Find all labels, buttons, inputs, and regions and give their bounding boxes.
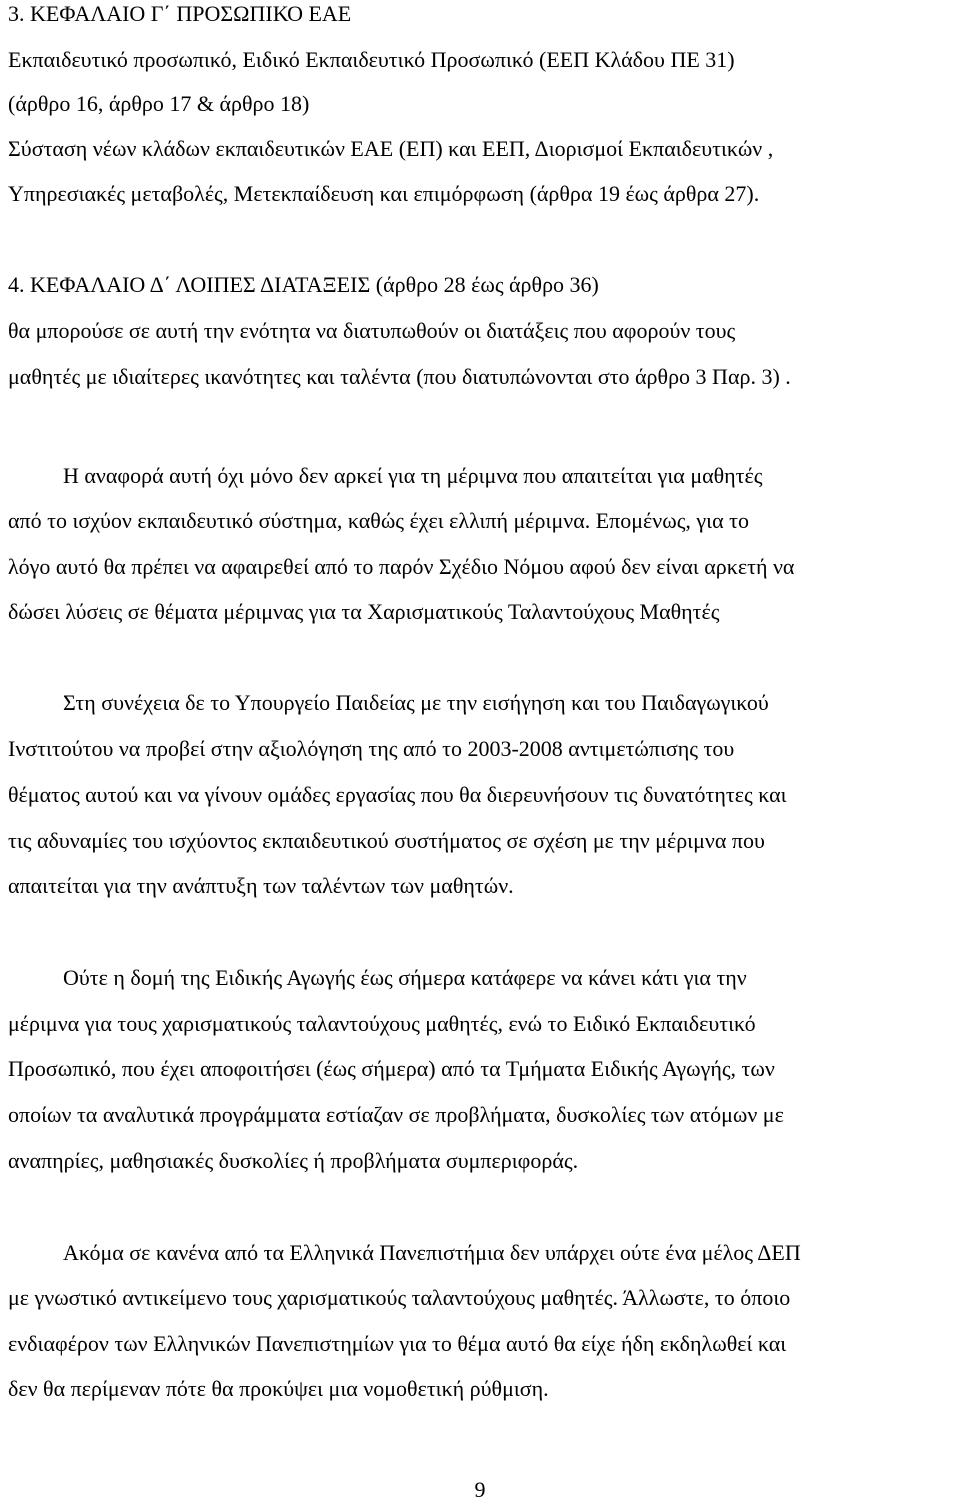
text-line: Ούτε η δομή της Ειδικής Αγωγής έως σήμερα κατάφερε να κάνει κάτι για την	[63, 965, 747, 990]
text-line: Στη συνέχεια δε το Υπουργείο Παιδείας με την εισήγηση και του Παιδαγωγικού	[63, 690, 769, 715]
text-line: τις αδυναμίες του ισχύοντος εκπαιδευτικού συστήματος σε σχέση με την μέριμνα που	[8, 828, 765, 853]
text-line: δώσει λύσεις σε θέματα μέριμνας για τα Χαρισματικούς Ταλαντούχους Μαθητές	[8, 599, 720, 624]
text-line: (άρθρο 16, άρθρο 17 & άρθρο 18)	[8, 91, 310, 116]
text-line: αναπηρίες, μαθησιακές δυσκολίες ή προβλήματα συμπεριφοράς.	[8, 1148, 579, 1173]
section-heading: 4. ΚΕΦΑΛΑΙΟ Δ΄ ΛΟΙΠΕΣ ΔΙΑΤΑΞΕΙΣ (άρθρο 28 έως άρθρο 36)	[8, 272, 599, 297]
text-line: μαθητές με ιδιαίτερες ικανότητες και ταλέντα (που διατυπώνονται στο άρθρο 3 Παρ. 3) .	[8, 364, 791, 389]
text-line: ενδιαφέρον των Ελληνικών Πανεπιστημίων για το θέμα αυτό θα είχε ήδη εκδηλωθεί και	[8, 1331, 787, 1356]
text-line: με γνωστικό αντικείμενο τους χαρισματικούς ταλαντούχους μαθητές. Άλλωστε, το όποιο	[8, 1285, 791, 1310]
text-line: λόγο αυτό θα πρέπει να αφαιρεθεί από το παρόν Σχέδιο Νόμου αφού δεν είναι αρκετή να	[8, 554, 795, 579]
text-line: Ινστιτούτου να προβεί στην αξιολόγηση της από το 2003-2008 αντιμετώπισης του	[8, 736, 735, 761]
page-number: 9	[474, 1477, 486, 1502]
text-line: θέματος αυτού και να γίνουν ομάδες εργασίας που θα διερευνήσουν τις δυνατότητες και	[8, 782, 787, 807]
text-line: Υπηρεσιακές μεταβολές, Μετεκπαίδευση και επιμόρφωση (άρθρα 19 έως άρθρα 27).	[8, 181, 760, 206]
text-line: θα μπορούσε σε αυτή την ενότητα να διατυπωθούν οι διατάξεις που αφορούν τους	[8, 318, 736, 343]
text-line: δεν θα περίμεναν πότε θα προκύψει μια νομοθετική ρύθμιση.	[8, 1376, 549, 1401]
text-line: απαιτείται για την ανάπτυξη των ταλέντων των μαθητών.	[8, 873, 514, 898]
section-heading: 3. ΚΕΦΑΛΑΙΟ Γ΄ ΠΡΟΣΩΠΙΚΟ ΕΑΕ	[8, 1, 352, 26]
text-line: οποίων τα αναλυτικά προγράμματα εστίαζαν σε προβλήματα, δυσκολίες των ατόμων με	[8, 1102, 784, 1127]
text-line: Σύσταση νέων κλάδων εκπαιδευτικών ΕΑΕ (ΕΠ) και ΕΕΠ, Διορισμοί Εκπαιδευτικών ,	[8, 136, 774, 161]
text-line: Ακόμα σε κανένα από τα Ελληνικά Πανεπιστήμια δεν υπάρχει ούτε ένα μέλος ΔΕΠ	[63, 1240, 801, 1265]
text-line: Εκπαιδευτικό προσωπικό, Ειδικό Εκπαιδευτικό Προσωπικό (ΕΕΠ Κλάδου ΠΕ 31)	[8, 47, 735, 72]
text-line: μέριμνα για τους χαρισματικούς ταλαντούχους μαθητές, ενώ το Ειδικό Εκπαιδευτικό	[8, 1011, 756, 1036]
text-line: από το ισχύον εκπαιδευτικό σύστημα, καθώς έχει ελλιπή μέριμνα. Επομένως, για το	[8, 508, 749, 533]
text-line: Η αναφορά αυτή όχι μόνο δεν αρκεί για τη μέριμνα που απαιτείται για μαθητές	[63, 463, 763, 488]
text-line: Προσωπικό, που έχει αποφοιτήσει (έως σήμερα) από τα Τμήματα Ειδικής Αγωγής, των	[8, 1056, 775, 1081]
